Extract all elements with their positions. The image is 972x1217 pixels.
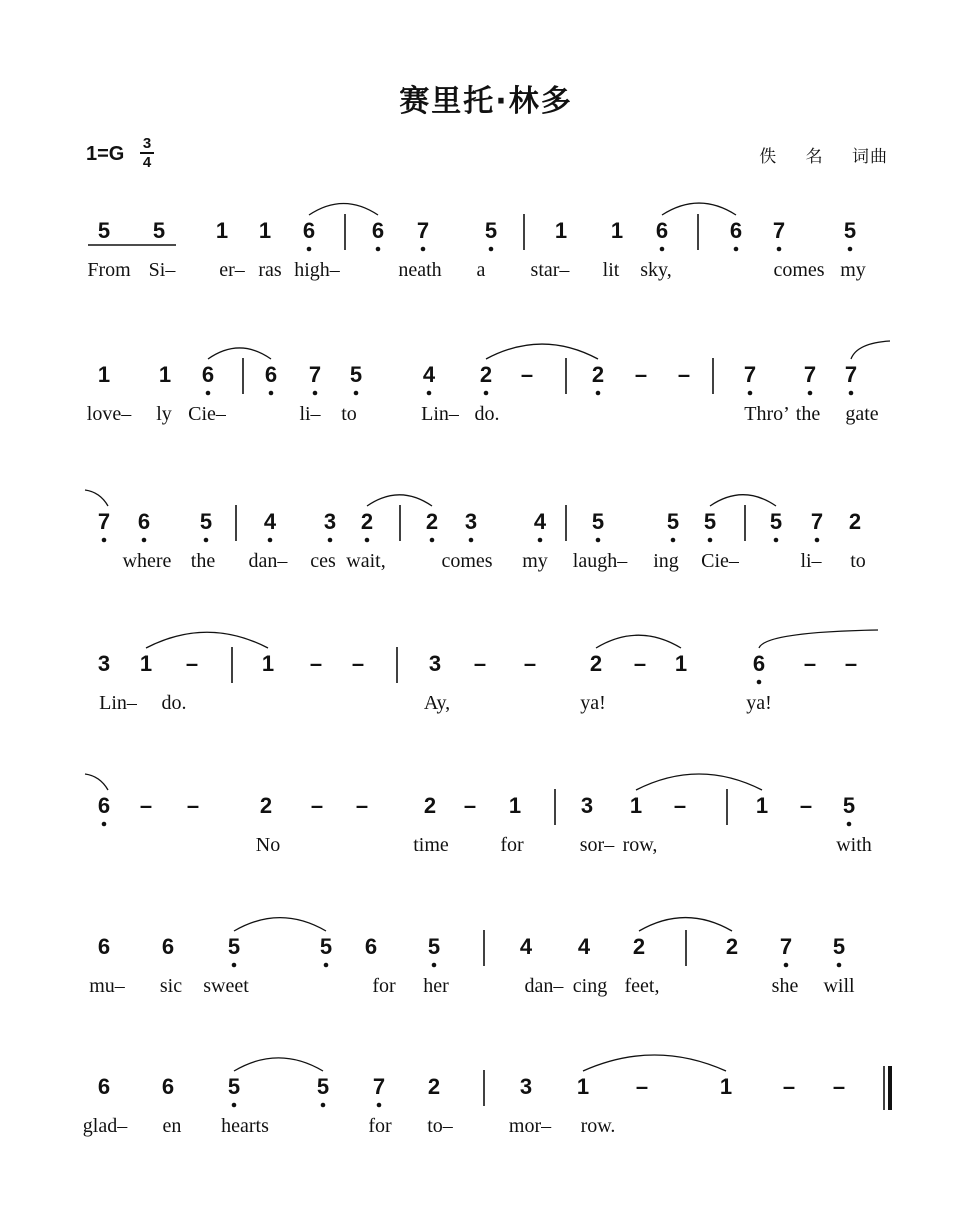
note: 7 xyxy=(779,934,793,959)
slur xyxy=(636,774,762,790)
sustain-dash: – xyxy=(677,362,691,387)
lyric-syllable: feet, xyxy=(624,975,660,997)
lyric-syllable: will xyxy=(823,975,855,997)
sustain-dash: – xyxy=(351,651,365,676)
lyric-syllable: Ay, xyxy=(423,692,451,714)
slur xyxy=(309,203,378,215)
slur xyxy=(234,918,326,931)
octave-dot-below xyxy=(354,391,359,396)
octave-dot-below xyxy=(848,247,853,252)
note: 7 xyxy=(372,1074,386,1099)
lyric-syllable: for xyxy=(500,834,524,856)
sustain-dash: – xyxy=(463,793,477,818)
lyric-syllable: ly xyxy=(156,403,172,425)
lyric-syllable: high– xyxy=(294,259,340,281)
note: 2 xyxy=(848,509,862,534)
lyric-syllable: a xyxy=(476,259,486,281)
lyric-syllable: dan– xyxy=(524,975,564,997)
slur xyxy=(583,1055,726,1071)
octave-dot-below xyxy=(206,391,211,396)
sustain-dash: – xyxy=(803,651,817,676)
sustain-dash: – xyxy=(844,651,858,676)
tie-from-previous-line xyxy=(85,774,108,790)
sustain-dash: – xyxy=(139,793,153,818)
note: 1 xyxy=(158,362,172,387)
note: 1 xyxy=(215,218,229,243)
note: 4 xyxy=(263,509,277,534)
note: 5 xyxy=(349,362,363,387)
sustain-dash: – xyxy=(635,1074,649,1099)
note: 3 xyxy=(519,1074,533,1099)
octave-dot-below xyxy=(430,538,435,543)
lyric-syllable: li– xyxy=(299,403,321,425)
lyric-syllable: to– xyxy=(427,1115,453,1137)
note: 4 xyxy=(533,509,547,534)
octave-dot-below xyxy=(849,391,854,396)
credit-author: 佚 xyxy=(759,147,778,167)
sustain-dash: – xyxy=(186,793,200,818)
octave-dot-below xyxy=(757,680,762,685)
note: 6 xyxy=(137,509,151,534)
note: 6 xyxy=(264,362,278,387)
octave-dot-below xyxy=(377,1103,382,1108)
lyric-syllable: ras xyxy=(258,259,282,281)
octave-dot-below xyxy=(427,391,432,396)
note: 2 xyxy=(360,509,374,534)
note: 2 xyxy=(259,793,273,818)
note: 7 xyxy=(416,218,430,243)
octave-dot-below xyxy=(784,963,789,968)
note: 6 xyxy=(201,362,215,387)
octave-dot-below xyxy=(269,391,274,396)
time-signature-numerator: 3 xyxy=(142,135,152,152)
lyric-syllable: er– xyxy=(219,259,245,281)
sustain-dash: – xyxy=(673,793,687,818)
lyric-syllable: laugh– xyxy=(572,550,628,572)
slur xyxy=(486,344,598,359)
octave-dot-below xyxy=(734,247,739,252)
note: 5 xyxy=(427,934,441,959)
lyric-syllable: ya! xyxy=(746,692,772,714)
lyric-syllable: sky, xyxy=(640,259,672,281)
note: 1 xyxy=(508,793,522,818)
octave-dot-below xyxy=(748,391,753,396)
octave-dot-below xyxy=(469,538,474,543)
octave-dot-below xyxy=(421,247,426,252)
sustain-dash: – xyxy=(185,651,199,676)
sustain-dash: – xyxy=(832,1074,846,1099)
octave-dot-below xyxy=(596,391,601,396)
note: 3 xyxy=(428,651,442,676)
sustain-dash: – xyxy=(310,793,324,818)
octave-dot-below xyxy=(808,391,813,396)
lyric-syllable: li– xyxy=(800,550,822,572)
octave-dot-below xyxy=(204,538,209,543)
lyric-syllable: with xyxy=(836,834,872,856)
note: 7 xyxy=(97,509,111,534)
sustain-dash: – xyxy=(520,362,534,387)
note: 6 xyxy=(97,1074,111,1099)
octave-dot-below xyxy=(774,538,779,543)
note: 1 xyxy=(258,218,272,243)
lyric-syllable: en xyxy=(162,1115,182,1137)
note: 5 xyxy=(97,218,111,243)
note: 1 xyxy=(576,1074,590,1099)
note: 1 xyxy=(755,793,769,818)
note: 5 xyxy=(666,509,680,534)
slur xyxy=(596,635,681,648)
note: 5 xyxy=(843,218,857,243)
note: 1 xyxy=(554,218,568,243)
note: 2 xyxy=(425,509,439,534)
credit-name: 名 xyxy=(805,147,824,167)
note: 7 xyxy=(844,362,858,387)
note: 1 xyxy=(610,218,624,243)
lyric-syllable: glad– xyxy=(82,1115,128,1137)
note: 6 xyxy=(655,218,669,243)
lyric-syllable: star– xyxy=(530,259,570,281)
note: 5 xyxy=(152,218,166,243)
octave-dot-below xyxy=(708,538,713,543)
octave-dot-below xyxy=(268,538,273,543)
octave-dot-below xyxy=(307,247,312,252)
lyric-syllable: wait, xyxy=(346,550,386,572)
lyric-syllable: cing xyxy=(572,975,608,997)
slur xyxy=(234,1058,323,1071)
note: 6 xyxy=(97,793,111,818)
note: 5 xyxy=(319,934,333,959)
octave-dot-below xyxy=(777,247,782,252)
note: 5 xyxy=(832,934,846,959)
octave-dot-below xyxy=(432,963,437,968)
lyric-syllable: for xyxy=(372,975,396,997)
note: 6 xyxy=(161,1074,175,1099)
note: 1 xyxy=(719,1074,733,1099)
page-title: 赛里托·林多 xyxy=(399,84,573,119)
octave-dot-below xyxy=(313,391,318,396)
tie-to-next-line xyxy=(759,630,878,648)
sustain-dash: – xyxy=(473,651,487,676)
note: 2 xyxy=(632,934,646,959)
sustain-dash: – xyxy=(523,651,537,676)
lyric-syllable: the xyxy=(190,550,216,572)
note: 6 xyxy=(729,218,743,243)
note: 3 xyxy=(323,509,337,534)
lyric-syllable: sor– xyxy=(579,834,615,856)
lyric-syllable: Si– xyxy=(148,259,176,281)
lyric-syllable: mor– xyxy=(508,1115,552,1137)
octave-dot-below xyxy=(489,247,494,252)
octave-dot-below xyxy=(328,538,333,543)
tie-to-next-line xyxy=(851,341,890,359)
note: 5 xyxy=(769,509,783,534)
tie-from-previous-line xyxy=(85,490,108,506)
key-signature: 1=G xyxy=(86,143,125,165)
lyric-syllable: do. xyxy=(161,692,187,714)
lyric-syllable: do. xyxy=(474,403,500,425)
octave-dot-below xyxy=(671,538,676,543)
note: 5 xyxy=(316,1074,330,1099)
note: 6 xyxy=(752,651,766,676)
note: 5 xyxy=(703,509,717,534)
slur xyxy=(639,918,732,931)
sustain-dash: – xyxy=(634,362,648,387)
lyric-syllable: ing xyxy=(653,550,679,572)
lyric-syllable: No xyxy=(255,834,281,856)
note: 1 xyxy=(674,651,688,676)
octave-dot-below xyxy=(365,538,370,543)
octave-dot-below xyxy=(102,822,107,827)
octave-dot-below xyxy=(815,538,820,543)
note: 5 xyxy=(199,509,213,534)
slur xyxy=(208,348,271,359)
slur xyxy=(146,632,268,648)
octave-dot-below xyxy=(324,963,329,968)
lyric-syllable: love– xyxy=(86,403,132,425)
note: 5 xyxy=(227,934,241,959)
octave-dot-below xyxy=(232,963,237,968)
slur xyxy=(662,203,736,215)
octave-dot-below xyxy=(376,247,381,252)
lyric-syllable: row, xyxy=(622,834,658,856)
lyric-syllable: sweet xyxy=(203,975,249,997)
note: 5 xyxy=(227,1074,241,1099)
note: 2 xyxy=(591,362,605,387)
sustain-dash: – xyxy=(309,651,323,676)
lyric-syllable: From xyxy=(87,259,131,281)
note: 7 xyxy=(772,218,786,243)
note: 6 xyxy=(371,218,385,243)
lyric-syllable: the xyxy=(795,403,821,425)
note: 2 xyxy=(479,362,493,387)
sustain-dash: – xyxy=(355,793,369,818)
note: 2 xyxy=(589,651,603,676)
lyric-syllable: row. xyxy=(580,1115,616,1137)
sustain-dash: – xyxy=(633,651,647,676)
note: 1 xyxy=(261,651,275,676)
lyric-syllable: Cie– xyxy=(701,550,739,572)
note: 5 xyxy=(484,218,498,243)
note: 2 xyxy=(423,793,437,818)
note: 1 xyxy=(629,793,643,818)
note: 6 xyxy=(161,934,175,959)
lyric-syllable: to xyxy=(341,403,357,425)
slur xyxy=(367,495,432,506)
note: 7 xyxy=(308,362,322,387)
octave-dot-below xyxy=(538,538,543,543)
note: 5 xyxy=(591,509,605,534)
lyric-syllable: Lin– xyxy=(99,692,137,714)
credit-role: 词曲 xyxy=(852,147,888,167)
note: 7 xyxy=(803,362,817,387)
lyric-syllable: my xyxy=(840,259,866,281)
note: 6 xyxy=(364,934,378,959)
octave-dot-below xyxy=(102,538,107,543)
lyric-syllable: ces xyxy=(310,550,336,572)
lyric-syllable: she xyxy=(771,975,799,997)
note: 1 xyxy=(97,362,111,387)
sustain-dash: – xyxy=(782,1074,796,1099)
lyric-syllable: sic xyxy=(159,975,183,997)
lyric-syllable: hearts xyxy=(221,1115,269,1137)
lyric-syllable: ya! xyxy=(580,692,606,714)
note: 5 xyxy=(842,793,856,818)
octave-dot-below xyxy=(596,538,601,543)
sustain-dash: – xyxy=(799,793,813,818)
lyric-syllable: my xyxy=(522,550,548,572)
note: 2 xyxy=(427,1074,441,1099)
slur xyxy=(710,495,776,506)
lyric-syllable: Thro’ xyxy=(744,403,790,425)
octave-dot-below xyxy=(484,391,489,396)
note: 3 xyxy=(97,651,111,676)
note: 4 xyxy=(422,362,436,387)
lyric-syllable: gate xyxy=(845,403,879,425)
lyric-syllable: to xyxy=(850,550,866,572)
note: 4 xyxy=(519,934,533,959)
note: 7 xyxy=(743,362,757,387)
lyric-syllable: her xyxy=(423,975,449,997)
lyric-syllable: Lin– xyxy=(421,403,459,425)
note: 2 xyxy=(725,934,739,959)
lyric-syllable: comes xyxy=(773,259,825,281)
octave-dot-below xyxy=(142,538,147,543)
octave-dot-below xyxy=(321,1103,326,1108)
note: 4 xyxy=(577,934,591,959)
lyric-syllable: comes xyxy=(441,550,493,572)
lyric-syllable: mu– xyxy=(89,975,125,997)
octave-dot-below xyxy=(847,822,852,827)
time-signature-denominator: 4 xyxy=(142,154,152,171)
lyric-syllable: dan– xyxy=(248,550,288,572)
note: 1 xyxy=(139,651,153,676)
note: 6 xyxy=(302,218,316,243)
lyric-syllable: time xyxy=(413,834,449,856)
lyric-syllable: Cie– xyxy=(188,403,226,425)
octave-dot-below xyxy=(660,247,665,252)
note: 6 xyxy=(97,934,111,959)
lyric-syllable: lit xyxy=(602,259,620,281)
lyric-syllable: for xyxy=(368,1115,392,1137)
note: 7 xyxy=(810,509,824,534)
lyric-syllable: where xyxy=(122,550,172,572)
lyric-syllable: neath xyxy=(398,259,442,281)
note: 3 xyxy=(580,793,594,818)
octave-dot-below xyxy=(837,963,842,968)
note: 3 xyxy=(464,509,478,534)
octave-dot-below xyxy=(232,1103,237,1108)
